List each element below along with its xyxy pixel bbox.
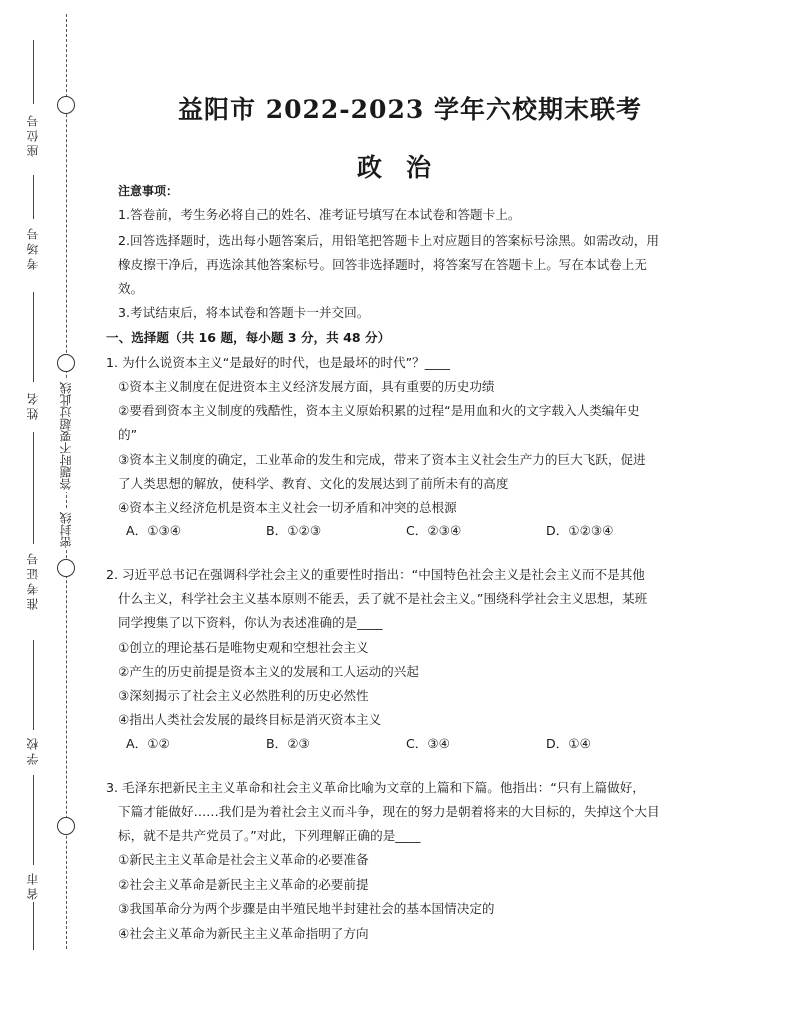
statement-line: ②社会主义革命是新民主主义革命的必要前提: [118, 877, 369, 892]
question-stem: 3. 毛泽东把新民主主义革命和社会主义革命比喻为文章的上篇和下篇。他指出：“只有上篇做好，: [106, 780, 645, 795]
notes-line: 1.答卷前，考生务必将自己的姓名、准考证号填写在本试卷和答题卡上。: [118, 207, 521, 222]
section-heading: 一、选择题（共 16 题，每小题 3 分，共 48 分）: [106, 330, 391, 345]
question-stem: 下篇才能做好……我们是为着社会主义而斗争，现在的努力是朝着将来的大目标的，失掉这个大目: [118, 804, 660, 819]
label-name: 姓名: [26, 390, 40, 420]
question-stem: 同学搜集了以下资料，你认为表述准确的是____: [118, 615, 383, 630]
fill-line: [33, 175, 34, 219]
statement-line: ③资本主义制度的确定，工业革命的发生和完成，带来了资本主义社会生产力的巨大飞跃，促进: [118, 452, 646, 467]
statement-line: ④指出人类社会发展的最终目标是消灭资本主义: [118, 712, 382, 727]
label-school: 学校: [26, 735, 40, 765]
fill-line: [33, 40, 34, 104]
label-admission-number: 准考证号: [26, 550, 40, 610]
statement-line: ③深刻揭示了社会主义必然胜利的历史必然性: [118, 688, 369, 703]
options-row: [106, 522, 706, 540]
statement-line: ①资本主义制度在促进资本主义经济发展方面，具有重要的历史功绩: [118, 379, 495, 394]
statement-line: ③我国革命分为两个步骤是由半殖民地半封建社会的基本国情决定的: [118, 901, 495, 916]
option-a: A．①②: [126, 736, 170, 751]
question-stem: 2. 习近平总书记在强调科学社会主义的重要性时指出：“中国特色社会主义是社会主义而不是其他: [106, 567, 645, 582]
statement-line: ①新民主主义革命是社会主义革命的必要准备: [118, 852, 369, 867]
statement-line: ④社会主义革命为新民主主义革命指明了方向: [118, 926, 369, 941]
statement-line: ④资本主义经济危机是资本主义社会一切矛盾和冲突的总根源: [118, 500, 457, 515]
fill-line: [33, 292, 34, 382]
question-stem: 什么主义，科学社会主义基本原则不能丢，丢了就不是社会主义。”围绕科学社会主义思想，某班: [118, 591, 648, 606]
exam-title: 益阳市 2022-2023 学年六校期末联考: [178, 95, 642, 124]
option-a: A．①③④: [126, 523, 182, 538]
label-seat-number: 座位号: [26, 112, 40, 157]
fill-line: [33, 902, 34, 950]
statement-line: ②要看到资本主义制度的残酷性，资本主义原始积累的过程“是用血和火的文字载入人类编年史: [118, 403, 640, 418]
statement-line: 的”: [118, 427, 138, 442]
notes-line: 3.考试结束后，将本试卷和答题卡一并交回。: [118, 305, 370, 320]
notes-line: 2.回答选择题时，选出每小题答案后，用铅笔把答题卡上对应题目的答案标号涂黑。如需改动，用: [118, 233, 659, 248]
binding-hole: [57, 559, 75, 577]
binding-hole: [57, 96, 75, 114]
notes-line: 橡皮擦干净后，再选涂其他答案标号。回答非选择题时，将答案写在答题卡上。写在本试卷上无: [118, 257, 647, 272]
fill-line: [33, 640, 34, 730]
option-d: D．①④: [546, 736, 591, 751]
option-b: B．①②③: [266, 523, 322, 538]
notes-heading: 注意事项：: [118, 184, 179, 198]
fill-line: [33, 432, 34, 544]
option-b: B．②③: [266, 736, 310, 751]
subject-title: 政治: [356, 153, 455, 182]
binding-hole: [57, 354, 75, 372]
label-province-city: 省市: [26, 870, 40, 900]
binding-margin: [0, 0, 100, 1028]
option-c: C．②③④: [406, 523, 462, 538]
label-exam-room: 考场号: [26, 225, 40, 270]
question-stem: 标，就不是共产党员了。”对此，下列理解正确的是____: [118, 828, 421, 843]
seal-line-text: 密封线: [56, 510, 76, 550]
statement-line: 了人类思想的解放，使科学、教育、文化的发展达到了前所未有的高度: [118, 476, 509, 491]
fill-line: [33, 775, 34, 865]
options-row: [106, 735, 706, 753]
notes-line: 效。: [118, 281, 144, 296]
option-c: C．③④: [406, 736, 450, 751]
question-stem: 1. 为什么说资本主义“是最好的时代，也是最坏的时代”？____: [106, 355, 450, 370]
seal-warning-text: 答题时不要超过此线: [56, 380, 76, 492]
option-d: D．①②③④: [546, 523, 614, 538]
binding-hole: [57, 817, 75, 835]
statement-line: ②产生的历史前提是资本主义的发展和工人运动的兴起: [118, 664, 419, 679]
statement-line: ①创立的理论基石是唯物史观和空想社会主义: [118, 640, 369, 655]
